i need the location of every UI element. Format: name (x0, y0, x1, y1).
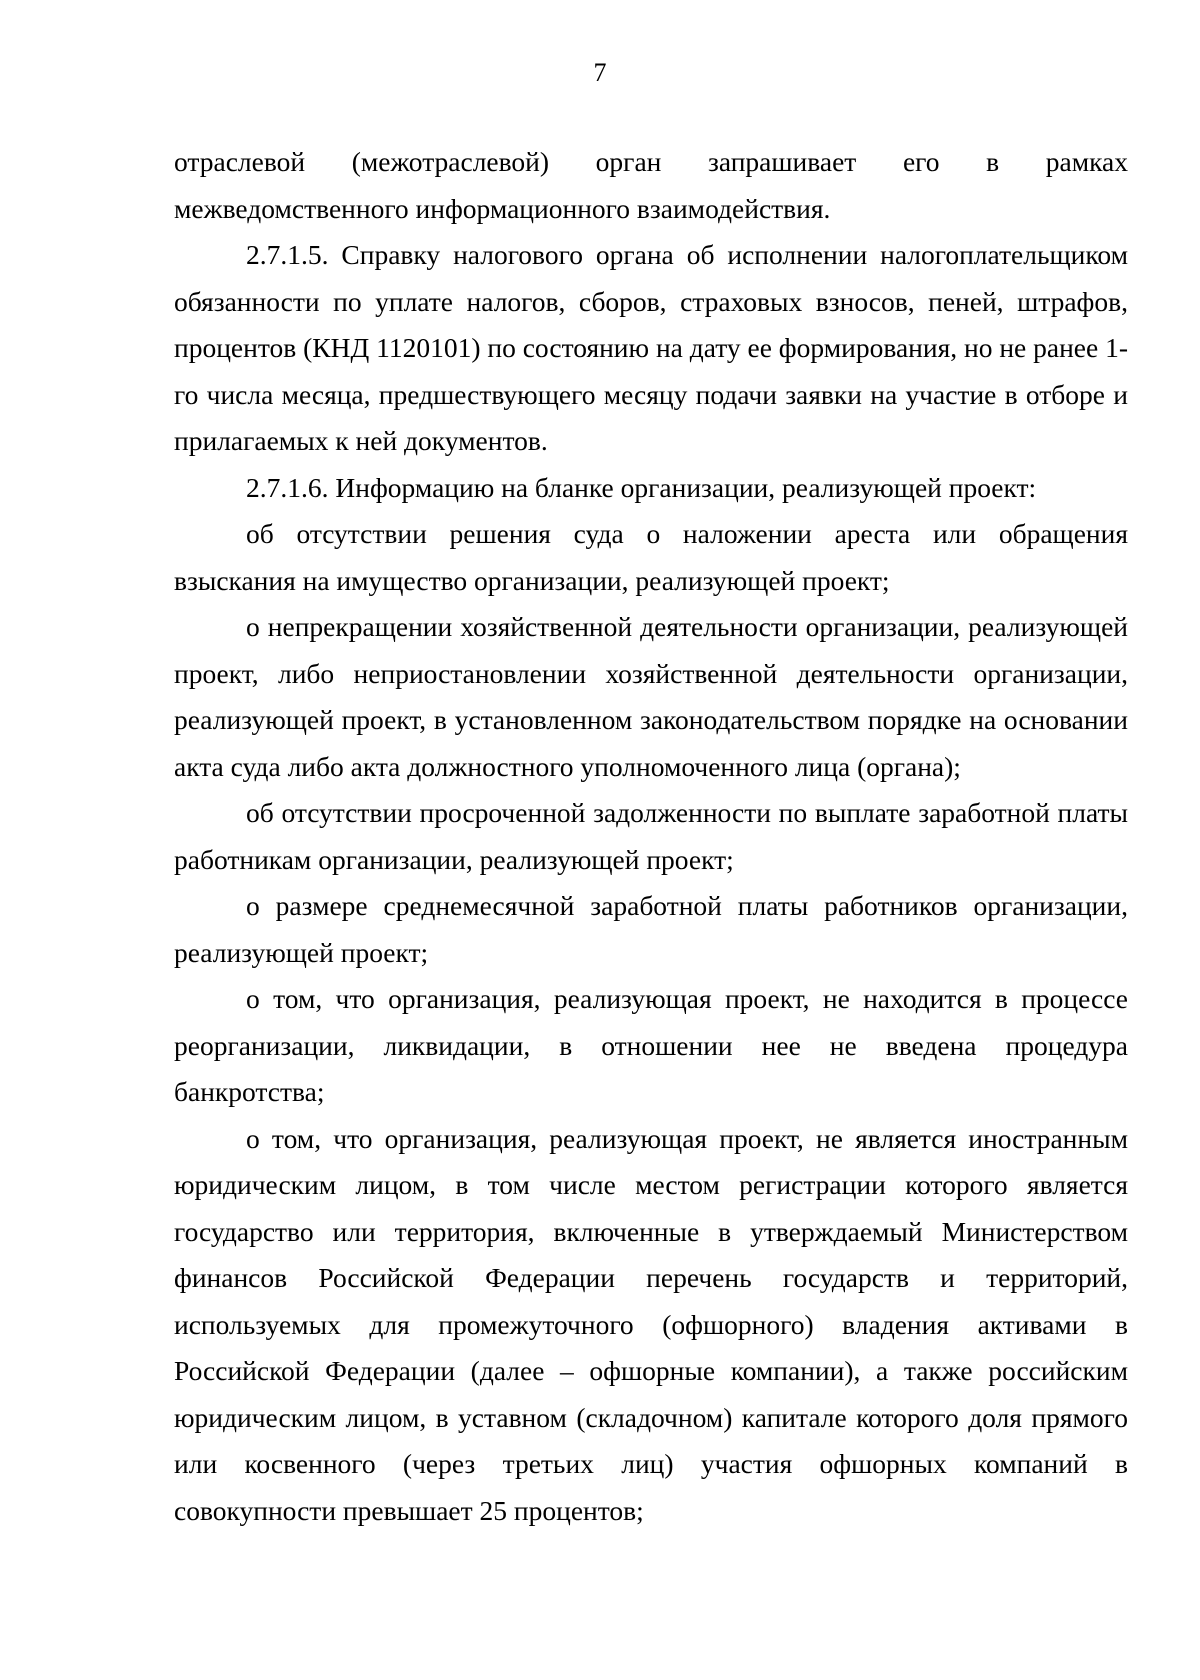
list-item-average-salary: о размере среднемесячной заработной платы работников организации, реализующей проект; (174, 890, 1128, 968)
list-item-activity-not-suspended: о непрекращении хозяйственной деятельности организации, реализующей проект, либо неприостановлении хозяйственной деятельности организации, реализующей проект, в установленном законодательством порядке на основании акта суда либо акта должностного уполномоченного лица (органа); (174, 611, 1128, 782)
list-item-no-arrest: об отсутствии решения суда о наложении ареста или обращения взыскания на имущество организации, реализующей проект; (174, 518, 1128, 596)
document-body (174, 139, 1128, 1534)
paragraph-2-7-1-5: 2.7.1.5. Справку налогового органа об исполнении налогоплательщиком обязанности по уплате налогов, сборов, страховых взносов, пеней, штрафов, процентов (КНД 1120101) по состоянию на дату ее формирования, но не ранее 1-го числа месяца, предшествующего месяцу подачи заявки на участие в отборе и прилагаемых к ней документов. (174, 239, 1128, 456)
paragraph-2-7-1-6: 2.7.1.6. Информацию на бланке организации, реализующей проект: (246, 471, 1037, 503)
page-number: 7 (593, 58, 607, 87)
list-item-not-offshore: о том, что организация, реализующая проект, не является иностранным юридическим лицом, в том числе местом регистрации которого является государство или территория, включенные в утверждаемый Министерством финансов Российской Федерации перечень государств и территорий, используемых для промежуточного (офшорного) владения активами в Российской Федерации (далее – офшорные компании), а также российским юридическим лицом, в уставном (складочном) капитале которого доля прямого или косвенного (через третьих лиц) участия офшорных компаний в совокупности превышает 25 процентов; (174, 1122, 1128, 1526)
list-item-no-wage-arrears: об отсутствии просроченной задолженности по выплате заработной платы работникам организации, реализующей проект; (174, 797, 1128, 875)
paragraph-continuation: отраслевой (межотраслевой) орган запрашивает его в рамках межведомственного информационного взаимодействия. (174, 146, 1128, 224)
list-item-no-reorganization: о том, что организация, реализующая проект, не находится в процессе реорганизации, ликвидации, в отношении нее не введена процедура банкротства; (174, 983, 1128, 1107)
